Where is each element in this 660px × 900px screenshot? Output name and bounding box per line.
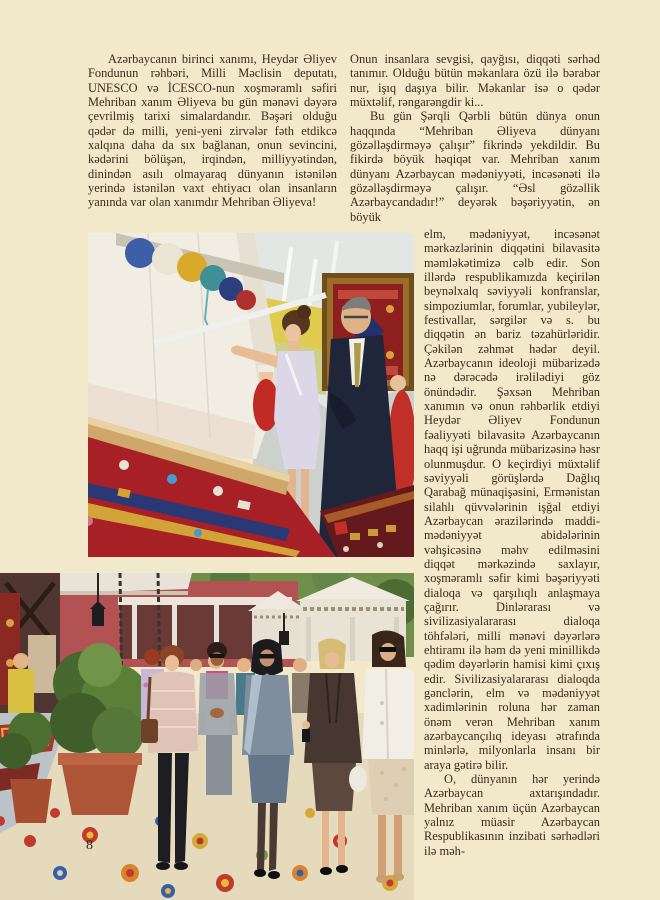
right-text-column-bottom xyxy=(424,227,600,858)
paragraph: Bu gün Şərqli Qərbli bütün dünya onun haqqında “Mehriban Əliyeva dünyanı gözəlləşdirməyə çalışır” fikrində yekdildir. Bu fikirdə böyük həqiqət var. Mehriban xanım dünyanı Azərbaycan mədəniyyəti, incəsənəti ilə gözəlləşdirməyə çalışır. “Əsl gözəllik Azərbaycandadır!” deyərək bəşəriyyətin, ən böyük xyxy=(350,109,600,224)
carpet-walk-photo xyxy=(0,573,414,900)
paragraph: Azərbaycanın birinci xanımı, Heydər Əliyev Fondunun rəhbəri, Milli Məclisin deputatı, UNESCO və İCESCO-nun xoşməramlı səfiri Mehriban xanım Əliyeva bu gün mənəvi dəyərə çevrilmiş tarixi simalardandır. Bəşəri olduğu qədər də milli, yeni-yeni zirvələr fəth etdikcə xalqına daha da sıx bağlanan, onun sevincini, kədərini bölüşən, irqindən, milliyyətindən, dinindən asılı olmayaraq dünyanın istənilən yerində istənilən vaxt ehtiyacı olan insanların yanında var olan xanımdır Mehriban Əliyeva! xyxy=(88,52,337,210)
carpet-weaving-photo xyxy=(88,233,414,557)
paragraph: elm, mədəniyyət, incəsənət mərkəzlərinin diqqətini bilavasitə məmləkətimizə cəlb edir. Son illərdə respublikamızda keçirilən beynəlxalq səviyyəli konfranslar, simpoziumlar, forumlar, yubileylər, festivallar, sərgilər və s. bu diqqətin ən bariz təzahürləridir. Çəkilən zəhmət hədər deyil. Azərbaycanın ideoloji mübarizədə nə dərəcədə irəlilədiyi göz önündədir. Şəxsən Mehriban xanımın və onun rəhbərlik etdiyi Heydər Əliyev Fondunun fəaliyyəti bilavasitə Azərbaycanın haqq işi uğrunda mübarizəsinə həsr olunmuşdur. O keçirdiyi müxtəlif səviyyəli görüşlərdə Dağlıq Qarabağ münaqişəsini, Ermənistan silahlı qüvvələrinin işğal etdiyi Azərbaycan ərazilərində maddi-mədəniyyət abidələrinin vəhşicəsinə məhv edilməsini diqqət mərkəzində saxlayır, xoşməramlı səfir kimi bəşəriyyəti dialoqa və qarşılıqlı anlaşmaya çağırır. Dinlərarası və sivilizasiyalararası dialoqa töhfələri, milli mənəvi dəyərlərə ehtiramı ilə həm də yeni minillikdə qədim dəyərlərin hamisi kimi çıxış edir. Sivilizasiyalararası dialoqda gənclərin, elm və mədəniyyət xadimlərinin roluna hər zaman önəm verən Mehriban xanım azərbaycançılıq ideyası ətrafında minlərlə, milyonlarla insanı bir araya gətirə bilir. xyxy=(424,227,600,772)
lantern xyxy=(92,609,104,626)
white-handbag xyxy=(349,766,367,792)
red-shoe xyxy=(334,521,348,535)
terracotta-pot xyxy=(62,765,138,815)
right-text-column-top xyxy=(350,52,600,224)
phone xyxy=(302,729,310,742)
left-text-column xyxy=(88,52,337,210)
carpet-weaving-illustration xyxy=(88,233,414,557)
paragraph: O, dünyanın hər yerində Azərbaycan axtarışındadır. Mehriban xanım üçün Azərbaycan yalnız müasir Azərbaycan Respublikasının inzibati sərhədləri ilə məh- xyxy=(424,772,600,858)
shoulder-bag xyxy=(141,719,158,743)
page-number: 8 xyxy=(86,838,93,853)
carpet-walk-illustration xyxy=(0,573,414,900)
yellow-top-guest xyxy=(8,669,34,713)
paragraph: Onun insanlara sevgisi, qayğısı, diqqəti sərhəd tanımır. Olduğu bütün məkanlara özü ilə bərabər nur, işıq daşıya bilir. Məkanlar isə o qədər müxtəlif, rəngarəngdir ki... xyxy=(350,52,600,110)
